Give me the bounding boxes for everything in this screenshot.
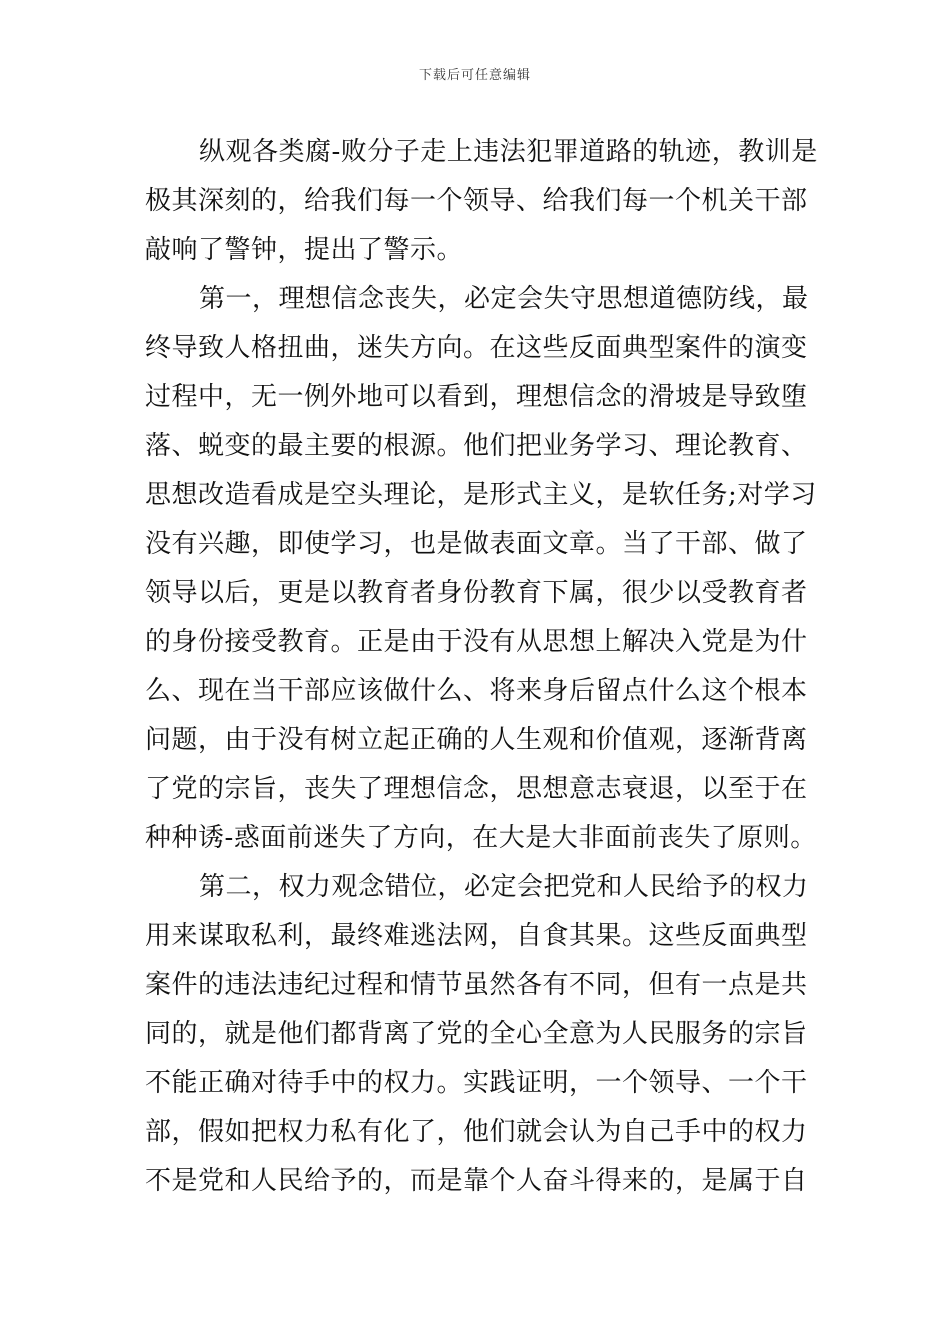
text-line: 过程中，无一例外地可以看到，理想信念的滑坡是导致堕 [145,382,808,412]
text-line: 问题，由于没有树立起正确的人生观和价值观，逐渐背离 [145,725,808,755]
text-line: 第二，权力观念错位，必定会把党和人民给予的权力 [199,872,809,902]
text-line: 敲响了警钟，提出了警示。 [145,235,464,265]
text-line: 不能正确对待手中的权力。实践证明，一个领导、一个干 [145,1068,808,1098]
paragraph [145,275,817,863]
text-line: 落、蜕变的最主要的根源。他们把业务学习、理论教育、 [145,431,808,461]
document-body [145,128,818,1206]
text-line: 纵观各类腐-败分子走上违法犯罪道路的轨迹，教训是 [199,137,818,167]
text-line: 案件的违法违纪过程和情节虽然各有不同，但有一点是共 [145,970,808,1000]
text-line: 不是党和人民给予的，而是靠个人奋斗得来的，是属于自 [145,1166,808,1196]
text-line: 么、现在当干部应该做什么、将来身后留点什么这个根本 [145,676,808,706]
text-line: 了党的宗旨，丧失了理想信念，思想意志衰退，以至于在 [145,774,808,804]
text-line: 领导以后，更是以教育者身份教育下属，很少以受教育者 [145,578,808,608]
text-line: 同的，就是他们都背离了党的全心全意为人民服务的宗旨 [145,1019,808,1049]
text-line: 极其深刻的，给我们每一个领导、给我们每一个机关干部 [145,186,808,216]
text-line: 第一，理想信念丧失，必定会失守思想道德防线，最 [199,284,809,314]
paragraph [145,128,818,275]
text-line: 用来谋取私利，最终难逃法网，自食其果。这些反面典型 [145,921,808,951]
paragraph [145,863,807,1206]
page-header: 下载后可任意编辑 [418,68,531,83]
text-line: 没有兴趣，即使学习，也是做表面文章。当了干部、做了 [145,529,808,559]
text-line: 思想改造看成是空头理论，是形式主义，是软任务;对学习 [145,480,817,510]
text-line: 种种诱-惑面前迷失了方向，在大是大非面前丧失了原则。 [145,823,817,853]
text-line: 部，假如把权力私有化了，他们就会认为自己手中的权力 [145,1117,808,1147]
text-line: 终导致人格扭曲，迷失方向。在这些反面典型案件的演变 [145,333,808,363]
text-line: 的身份接受教育。正是由于没有从思想上解决入党是为什 [145,627,808,657]
